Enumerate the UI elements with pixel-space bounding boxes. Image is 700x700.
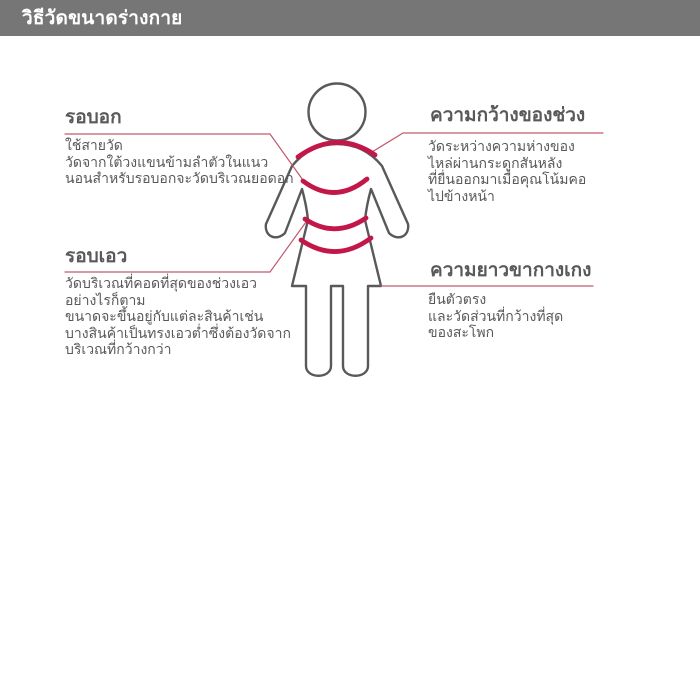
shoulder-text-line: ที่ยื่นออกมาเมื่อคุณโน้มคอ <box>428 171 587 187</box>
page-title: วิธีวัดขนาดร่างกาย <box>22 8 183 29</box>
chest-section-heading: รอบอก <box>65 107 122 128</box>
waist-measure-band <box>305 218 366 229</box>
shoulder-text-line: วัดระหว่างความห่างของ <box>428 138 575 154</box>
pants-text-line: และวัดส่วนที่กว้างที่สุด <box>428 307 564 324</box>
chest-text-line: ใช้สายวัด <box>65 137 123 153</box>
waist-text-line: อย่างไรก็ตาม <box>65 291 146 308</box>
chest-measure-band <box>303 179 367 193</box>
pants-text-line: ของสะโพก <box>428 324 495 340</box>
waist-text-line: วัดบริเวณที่คอดที่สุดของช่วงเอว <box>65 275 258 291</box>
shoulder-text-line: ไปข้างหน้า <box>428 187 495 204</box>
shoulder-text-line: ไหล่ผ่านกระดูกสันหลัง <box>428 154 563 171</box>
waist-text-line: ขนาดจะขึ้นอยู่กับแต่ละสินค้าเช่น <box>65 308 264 324</box>
shoulder-section-heading: ความกว้างของช่วง <box>430 105 586 126</box>
waist-text-line: บางสินค้าเป็นทรงเอวต่ำซึ่งต้องวัดจาก <box>65 324 291 341</box>
pants-section-text <box>428 291 563 341</box>
head-outline <box>309 84 366 141</box>
hip-measure-band <box>301 238 371 252</box>
shoulder-section-text <box>428 138 586 204</box>
waist-text-line: บริเวณที่กว้างกว่า <box>65 341 172 357</box>
shoulder-measure-band <box>298 142 375 157</box>
chest-text-line: วัดจากใต้วงแขนข้ามลำตัวในแนว <box>65 153 269 170</box>
waist-section-text <box>65 275 291 358</box>
pants-text-line: ยืนตัวตรง <box>428 291 487 307</box>
chest-section-text <box>65 137 294 187</box>
waist-section-heading: รอบเอว <box>65 246 128 267</box>
chest-text-line: นอนสำหรับรอบอกจะวัดบริเวณยอดอก <box>65 170 294 186</box>
pants-section-heading: ความยาวขากางเกง <box>430 260 592 281</box>
